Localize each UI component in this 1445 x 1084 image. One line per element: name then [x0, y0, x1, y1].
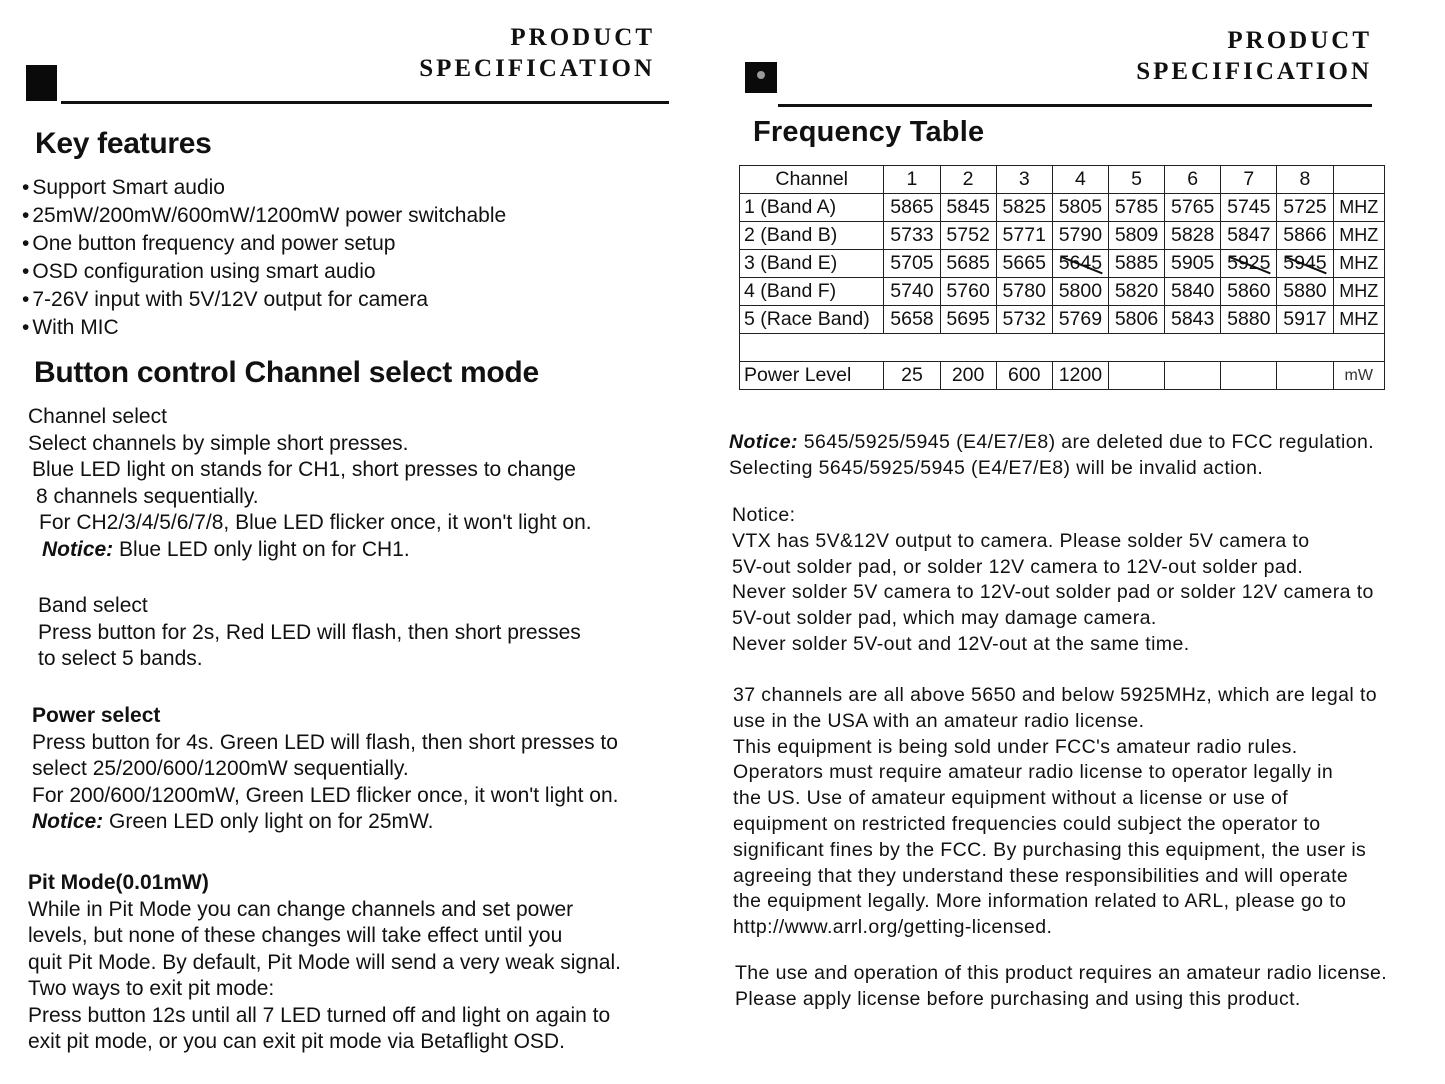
- power-cell: [1165, 362, 1221, 390]
- power-cell: [1108, 362, 1164, 390]
- notice-text: Green LED only light on for 25mW.: [103, 810, 434, 833]
- power-select-heading: Power select: [32, 704, 161, 727]
- table-row: [740, 194, 1385, 222]
- license-info-line: This equipment is being sold under FCC's amateur radio rules.: [733, 735, 1298, 758]
- camera-notice-line: 5V-out solder pad, which may damage camera.: [732, 607, 1157, 630]
- frequency-cell: 5843: [1165, 306, 1221, 334]
- channel-select-heading: Channel select: [28, 405, 167, 428]
- power-cell: 600: [996, 362, 1052, 390]
- license-info-line: equipment on restricted frequencies could subject the operator to: [733, 812, 1321, 835]
- right-header-line2: SPECIFICATION: [1136, 58, 1372, 85]
- power-cell: 25: [884, 362, 940, 390]
- left-header-line2: SPECIFICATION: [419, 55, 655, 82]
- fcc-notice: [729, 430, 1374, 482]
- channel-number: 4: [1052, 166, 1108, 194]
- table-row: [740, 306, 1385, 334]
- frequency-cell: 5765: [1165, 194, 1221, 222]
- camera-notice: [732, 503, 1374, 658]
- power-select-line: select 25/200/600/1200mW sequentially.: [32, 757, 409, 780]
- channel-number: 1: [884, 166, 940, 194]
- channel-select-line: Select channels by simple short presses.: [28, 431, 409, 455]
- frequency-cell: 5705: [884, 250, 940, 278]
- frequency-cell: 5785: [1108, 194, 1164, 222]
- fcc-notice-line: Selecting 5645/5925/5945 (E4/E7/E8) will be invalid action.: [729, 456, 1264, 479]
- power-unit-cell: mW: [1333, 362, 1384, 390]
- frequency-cell: 5733: [884, 222, 940, 250]
- frequency-cell: 5780: [996, 278, 1052, 306]
- band-select-section: [38, 593, 581, 673]
- power-level-row: [740, 362, 1385, 390]
- frequency-cell: 5769: [1052, 306, 1108, 334]
- license-info-line: http://www.arrl.org/getting-licensed.: [733, 916, 1053, 939]
- fcc-notice-line: [729, 430, 1374, 456]
- struck-frequency-cell: 5645: [1052, 250, 1108, 278]
- camera-notice-line: 5V-out solder pad, or solder 12V camera to 12V-out solder pad.: [732, 555, 1304, 578]
- key-features-title: Key features: [35, 127, 212, 160]
- band-select-line: to select 5 bands.: [38, 647, 203, 670]
- pit-mode-line: Press button 12s until all 7 LED turned off and light on again to: [28, 1003, 611, 1027]
- camera-notice-line: Never solder 5V camera to 12V-out solder pad or solder 12V camera to: [732, 581, 1374, 604]
- pit-mode-line: exit pit mode, or you can exit pit mode via Betaflight OSD.: [28, 1030, 565, 1053]
- marker-dot: [757, 71, 765, 79]
- frequency-table-title: Frequency Table: [753, 116, 985, 148]
- frequency-cell: 5825: [996, 194, 1052, 222]
- frequency-cell: 5695: [940, 306, 996, 334]
- power-cell: [1221, 362, 1277, 390]
- table-row: [740, 250, 1385, 278]
- right-header-line1: PRODUCT: [1227, 27, 1372, 54]
- channel-header: Channel: [740, 166, 884, 194]
- frequency-cell: 5845: [940, 194, 996, 222]
- right-page-marker-square: [745, 62, 777, 93]
- band-select-line: Press button for 2s, Red LED will flash, then short presses: [38, 620, 581, 644]
- channel-select-section: [28, 404, 592, 563]
- pit-mode-section: [28, 870, 621, 1056]
- frequency-cell: 5880: [1221, 306, 1277, 334]
- frequency-cell: 5865: [884, 194, 940, 222]
- unit-cell: MHZ: [1333, 222, 1384, 250]
- license-info-line: agreeing that they understand these responsibilities and will operate: [733, 864, 1349, 887]
- feature-item: • One button frequency and power setup: [22, 230, 506, 258]
- unit-cell: MHZ: [1333, 250, 1384, 278]
- license-info-line: significant fines by the FCC. By purchasing this equipment, the user is: [733, 838, 1367, 861]
- feature-item: • 7-26V input with 5V/12V output for camera: [22, 286, 506, 314]
- frequency-cell: 5828: [1165, 222, 1221, 250]
- frequency-cell: 5917: [1277, 306, 1333, 334]
- channel-number: 5: [1108, 166, 1164, 194]
- power-select-line: For 200/600/1200mW, Green LED flicker once, it won't light on.: [32, 783, 619, 807]
- power-cell: [1277, 362, 1333, 390]
- frequency-cell: 5800: [1052, 278, 1108, 306]
- frequency-cell: 5840: [1165, 278, 1221, 306]
- frequency-cell: 5820: [1108, 278, 1164, 306]
- feature-item: • OSD configuration using smart audio: [22, 258, 506, 286]
- frequency-cell: 5658: [884, 306, 940, 334]
- left-page-marker-square: [26, 65, 57, 101]
- notice-text: Blue LED only light on for CH1.: [113, 537, 410, 561]
- band-label: 4 (Band F): [740, 278, 884, 306]
- camera-notice-line: VTX has 5V&12V output to camera. Please solder 5V camera to: [732, 529, 1310, 552]
- license-info-line: use in the USA with an amateur radio license.: [733, 709, 1145, 732]
- notice-label: Notice:: [42, 537, 114, 561]
- frequency-cell: 5880: [1277, 278, 1333, 306]
- band-label: 1 (Band A): [740, 194, 884, 222]
- table-row: [740, 222, 1385, 250]
- pit-mode-line: quit Pit Mode. By default, Pit Mode will send a very weak signal.: [28, 950, 621, 974]
- frequency-cell: 5685: [940, 250, 996, 278]
- channel-number: 6: [1165, 166, 1221, 194]
- frequency-cell: 5885: [1108, 250, 1164, 278]
- frequency-cell: 5905: [1165, 250, 1221, 278]
- frequency-cell: 5866: [1277, 222, 1333, 250]
- final-notice: [735, 961, 1387, 1013]
- left-header-line1: PRODUCT: [510, 24, 655, 51]
- channel-select-line: Blue LED light on stands for CH1, short presses to change: [32, 458, 576, 481]
- frequency-cell: 5732: [996, 306, 1052, 334]
- channel-number: 8: [1277, 166, 1333, 194]
- channel-select-notice: [28, 537, 592, 564]
- license-info-line: 37 channels are all above 5650 and below 5925MHz, which are legal to: [733, 684, 1378, 706]
- band-label: 5 (Race Band): [740, 306, 884, 334]
- unit-cell: MHZ: [1333, 306, 1384, 334]
- spacer-cell: [740, 334, 1385, 362]
- frequency-cell: 5860: [1221, 278, 1277, 306]
- license-info: [733, 683, 1377, 941]
- frequency-cell: 5771: [996, 222, 1052, 250]
- power-select-section: [32, 703, 618, 836]
- frequency-table: [739, 165, 1385, 390]
- band-label: 2 (Band B): [740, 222, 884, 250]
- pit-mode-heading: Pit Mode(0.01mW): [28, 871, 209, 894]
- power-cell: 1200: [1052, 362, 1108, 390]
- left-page-header: [360, 22, 655, 84]
- table-header-row: [740, 166, 1385, 194]
- feature-item: • Support Smart audio: [22, 174, 506, 202]
- unit-cell: MHZ: [1333, 194, 1384, 222]
- band-select-heading: Band select: [38, 594, 148, 617]
- struck-frequency-cell: 5925: [1221, 250, 1277, 278]
- final-notice-line: Please apply license before purchasing and using this product.: [735, 987, 1301, 1010]
- table-row: [740, 278, 1385, 306]
- camera-notice-line: Never solder 5V-out and 12V-out at the same time.: [732, 632, 1190, 655]
- frequency-cell: 5740: [884, 278, 940, 306]
- key-features-list: [22, 174, 506, 342]
- final-notice-line: The use and operation of this product requires an amateur radio license.: [735, 962, 1388, 984]
- channel-select-line: For CH2/3/4/5/6/7/8, Blue LED flicker once, it won't light on.: [39, 511, 592, 534]
- notice-label: Notice:: [729, 431, 798, 453]
- channel-number: 2: [940, 166, 996, 194]
- table-spacer-row: [740, 334, 1385, 362]
- left-header-rule: [61, 101, 669, 104]
- frequency-cell: 5760: [940, 278, 996, 306]
- frequency-cell: 5847: [1221, 222, 1277, 250]
- frequency-cell: 5725: [1277, 194, 1333, 222]
- frequency-cell: 5790: [1052, 222, 1108, 250]
- frequency-cell: 5805: [1052, 194, 1108, 222]
- power-label: Power Level: [740, 362, 884, 390]
- feature-item: • With MIC: [22, 314, 506, 342]
- channel-number: 7: [1221, 166, 1277, 194]
- notice-text: 5645/5925/5945 (E4/E7/E8) are deleted due to FCC regulation.: [797, 431, 1375, 453]
- notice-label: Notice:: [32, 810, 104, 833]
- frequency-cell: 5745: [1221, 194, 1277, 222]
- license-info-line: the US. Use of amateur equipment without a license or use of: [733, 787, 1289, 810]
- power-cell: 200: [940, 362, 996, 390]
- button-control-title: Button control Channel select mode: [34, 356, 539, 389]
- frequency-cell: 5665: [996, 250, 1052, 278]
- license-info-line: the equipment legally. More information related to ARL, please go to: [733, 890, 1347, 913]
- license-info-line: Operators must require amateur radio license to operator legally in: [733, 761, 1334, 784]
- unit-header: [1333, 166, 1384, 194]
- frequency-cell: 5806: [1108, 306, 1164, 334]
- channel-number: 3: [996, 166, 1052, 194]
- power-select-notice: [32, 809, 618, 836]
- unit-cell: MHZ: [1333, 278, 1384, 306]
- camera-notice-line: Notice:: [732, 504, 796, 526]
- power-select-line: Press button for 4s. Green LED will flash, then short presses to: [32, 730, 618, 754]
- frequency-cell: 5809: [1108, 222, 1164, 250]
- band-label: 3 (Band E): [740, 250, 884, 278]
- pit-mode-line: Two ways to exit pit mode:: [28, 977, 275, 1000]
- pit-mode-line: levels, but none of these changes will take effect until you: [28, 924, 563, 947]
- frequency-cell: 5752: [940, 222, 996, 250]
- right-page-header: [1075, 25, 1372, 87]
- pit-mode-line: While in Pit Mode you can change channels and set power: [28, 897, 574, 921]
- channel-select-line: 8 channels sequentially.: [36, 484, 259, 508]
- feature-item: • 25mW/200mW/600mW/1200mW power switchable: [22, 202, 506, 230]
- right-header-rule: [778, 104, 1372, 107]
- struck-frequency-cell: 5945: [1277, 250, 1333, 278]
